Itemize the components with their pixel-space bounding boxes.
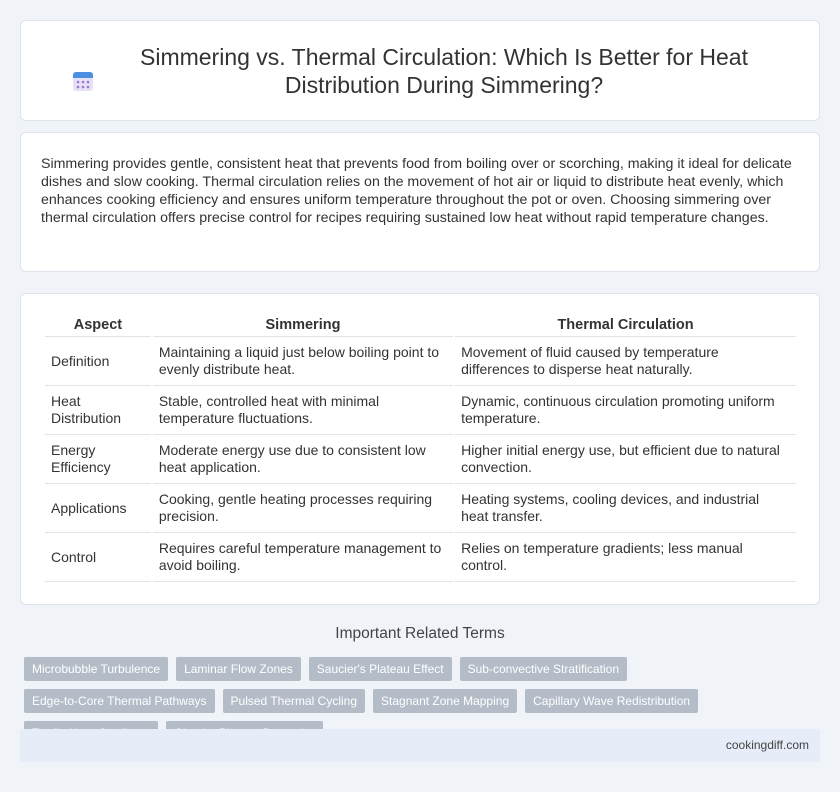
row-simmering: Stable, controlled heat with minimal temperature fluctuations. <box>153 386 453 435</box>
related-term-tag[interactable]: Edge-to-Core Thermal Pathways <box>24 689 215 713</box>
related-term-tag[interactable]: Microbubble Turbulence <box>24 657 168 681</box>
row-aspect: Applications <box>45 484 151 533</box>
intro-card <box>20 132 820 272</box>
intro-paragraph: Simmering provides gentle, consistent heat that prevents food from boiling over or scorching, making it ideal for delicate dishes and slow cooking. Thermal circulation relies on the movement of hot air or liquid to distribute heat evenly, which enhances cooking efficiency and ensures uniform temperature throughout the pot or oven. Choosing simmering over thermal circulation offers precise control for recipes requiring sustained low heat without rapid temperature changes. <box>41 156 792 226</box>
table-row <box>45 337 796 386</box>
header-simmering: Simmering <box>153 315 453 337</box>
row-thermal-circulation: Higher initial energy use, but efficient due to natural convection. <box>455 435 796 484</box>
table-row <box>45 533 796 582</box>
related-terms-title: Important Related Terms <box>335 625 505 642</box>
table-row <box>45 435 796 484</box>
row-simmering: Moderate energy use due to consistent low heat application. <box>153 435 453 484</box>
row-simmering: Requires careful temperature management to avoid boiling. <box>153 533 453 582</box>
table-row <box>45 386 796 435</box>
row-aspect: Control <box>45 533 151 582</box>
comparison-card <box>20 293 820 605</box>
row-aspect: Definition <box>45 337 151 386</box>
row-simmering: Cooking, gentle heating processes requiring precision. <box>153 484 453 533</box>
header-thermal-circulation: Thermal Circulation <box>455 315 796 337</box>
row-aspect: Heat Distribution <box>45 386 151 435</box>
related-term-tag[interactable]: Sub-convective Stratification <box>460 657 627 681</box>
header-aspect: Aspect <box>45 315 151 337</box>
table-row <box>45 484 796 533</box>
row-thermal-circulation: Heating systems, cooling devices, and industrial heat transfer. <box>455 484 796 533</box>
related-term-tag[interactable]: Stagnant Zone Mapping <box>373 689 517 713</box>
related-term-tag[interactable]: Laminar Flow Zones <box>176 657 301 681</box>
calendar-icon <box>71 69 95 93</box>
row-simmering: Maintaining a liquid just below boiling point to evenly distribute heat. <box>153 337 453 386</box>
row-thermal-circulation: Movement of fluid caused by temperature differences to disperse heat naturally. <box>455 337 796 386</box>
related-term-tag[interactable]: Capillary Wave Redistribution <box>525 689 698 713</box>
page-title: Simmering vs. Thermal Circulation: Which Is Better for Heat Distribution During Simmering? <box>140 43 748 98</box>
comparison-table <box>43 315 798 582</box>
related-term-tag[interactable]: Saucier's Plateau Effect <box>309 657 452 681</box>
table-header-row <box>45 315 796 337</box>
row-thermal-circulation: Relies on temperature gradients; less manual control. <box>455 533 796 582</box>
row-thermal-circulation: Dynamic, continuous circulation promoting uniform temperature. <box>455 386 796 435</box>
footer <box>20 729 820 762</box>
title-card <box>20 20 820 121</box>
title-wrap <box>71 43 769 99</box>
row-aspect: Energy Efficiency <box>45 435 151 484</box>
footer-site-link[interactable]: cookingdiff.com <box>725 738 809 752</box>
related-term-tag[interactable]: Pulsed Thermal Cycling <box>223 689 366 713</box>
